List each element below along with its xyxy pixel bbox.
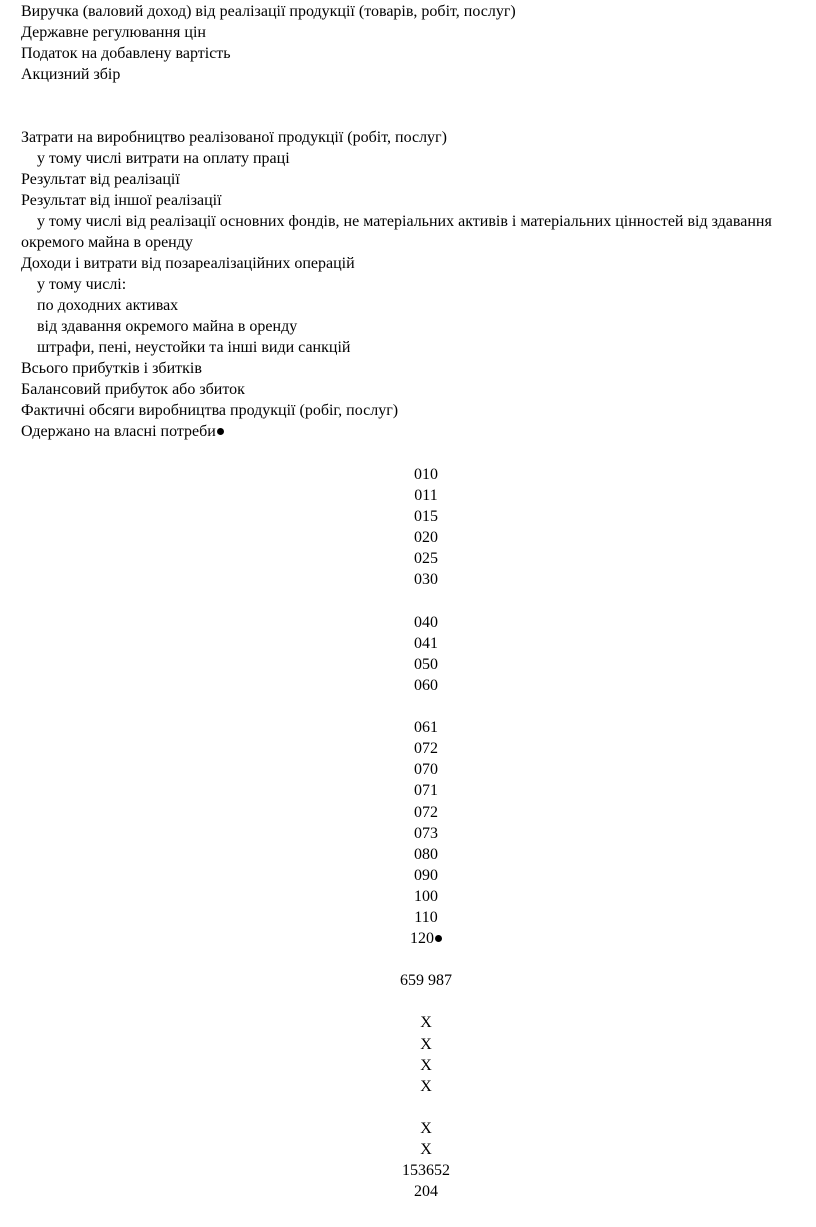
label-production-costs: Затрати на виробництво реалізованої продукції (робіт, послуг) — [21, 129, 447, 146]
label-price-regulation: Державне регулювання цін — [21, 24, 206, 41]
row-code: 050 — [414, 655, 438, 673]
row-code: 072 — [414, 740, 438, 758]
row-code: 080 — [414, 845, 438, 863]
blank-line — [0, 949, 816, 970]
label-total-profit-loss: Всього прибутків і збитків — [21, 360, 202, 377]
row-code: 020 — [414, 529, 438, 547]
row-code: 072 — [414, 803, 438, 821]
row-code: 025 — [414, 550, 438, 568]
row-value: X — [420, 1014, 432, 1032]
label-balance-profit: Балансовий прибуток або збиток — [21, 381, 245, 398]
label-own-needs-row — [21, 421, 816, 442]
row-code: 061 — [414, 719, 438, 737]
blank-line — [0, 991, 816, 1012]
row-code: 090 — [414, 866, 438, 884]
row-code: 015 — [414, 508, 438, 526]
label-rent: від здавання окремого майна в оренду — [37, 318, 298, 335]
row-value: 153652 — [402, 1162, 450, 1180]
row-code: 041 — [414, 634, 438, 652]
row-code: 060 — [414, 676, 438, 694]
row-value: X — [420, 1119, 432, 1137]
label-vat: Податок на добавлену вартість — [21, 45, 231, 62]
label-including: у тому числі: — [37, 276, 127, 293]
row-code: 110 — [414, 908, 438, 926]
bullet-icon — [217, 428, 224, 435]
label-non-operating: Доходи і витрати від позареалізаційних операцій — [21, 255, 355, 272]
blank-line — [21, 106, 816, 127]
label-labor-costs: у тому числі витрати на оплату праці — [37, 150, 290, 167]
blank-line — [21, 85, 816, 106]
row-value: 659 987 — [400, 972, 452, 990]
blank-line — [0, 1097, 816, 1118]
row-code: 040 — [414, 613, 438, 631]
bullet-icon — [435, 935, 442, 942]
row-code: 030 — [414, 571, 438, 589]
label-excise: Акцизний збір — [21, 66, 121, 83]
blank-line — [0, 591, 816, 612]
row-code: 010 — [414, 466, 438, 483]
label-actual-volume: Фактичні обсяги виробництва продукції (робіг, послуг) — [21, 402, 399, 419]
label-penalties: штрафи, пені, неустойки та інші види санкцій — [37, 339, 351, 356]
label-income-assets: по доходних активах — [37, 297, 179, 314]
row-code: 070 — [414, 761, 438, 779]
label-other-sales-result: Результат від іншої реалізації — [21, 192, 222, 209]
label-fixed-assets-sales: у тому числі від реалізації основних фондів, не матеріальних активів і матеріальних цінностей від здавання окремого майна в оренду — [21, 213, 772, 251]
row-value: 204 — [414, 1183, 438, 1201]
indicator-labels — [21, 0, 816, 442]
row-value: X — [420, 1077, 432, 1095]
label-sales-result: Результат від реалізації — [21, 171, 180, 188]
blank-line — [0, 696, 816, 717]
row-codes — [0, 464, 816, 1202]
label-revenue: Виручка (валовий доход) від реалізації продукції (товарів, робіт, послуг) — [21, 3, 516, 20]
row-code: 071 — [414, 782, 438, 800]
row-value: X — [420, 1056, 432, 1074]
row-code: 120 — [410, 930, 434, 948]
row-value: X — [420, 1035, 432, 1053]
row-code: 100 — [414, 887, 438, 905]
row-value: X — [420, 1141, 432, 1158]
row-code: 011 — [414, 487, 438, 505]
row-code: 073 — [414, 824, 438, 842]
label-own-needs: Одержано на власні потреби — [21, 423, 216, 440]
row-code-120 — [0, 928, 816, 949]
